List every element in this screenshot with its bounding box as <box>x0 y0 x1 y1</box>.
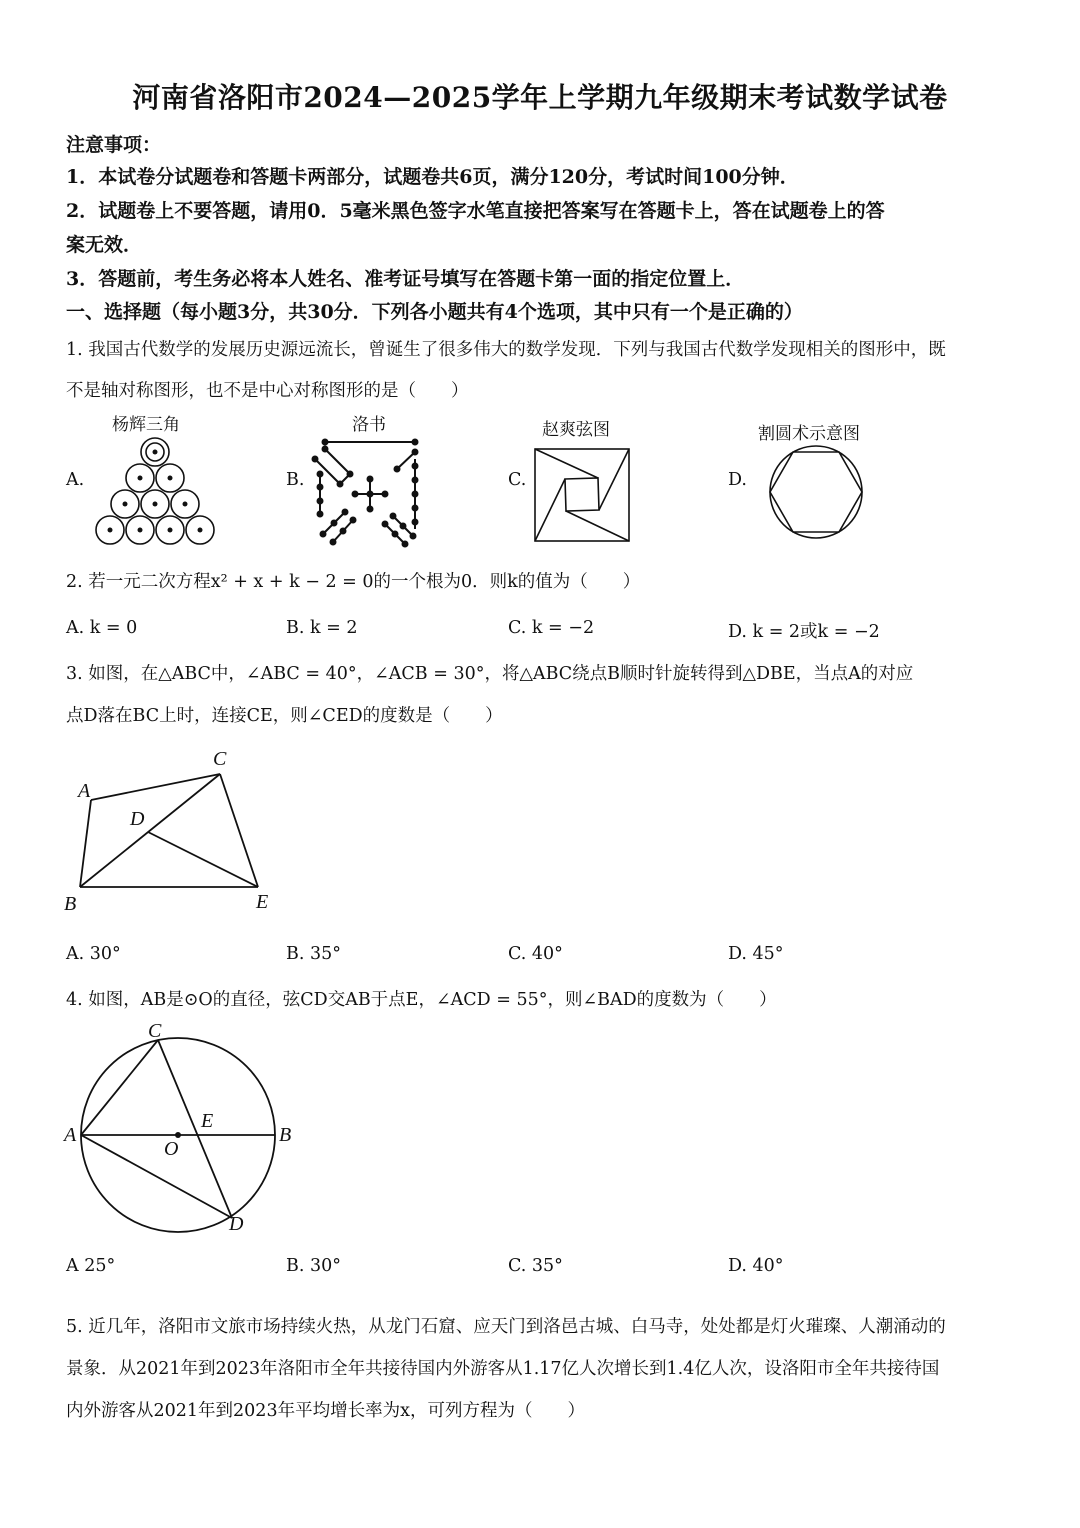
option-c-caption: 赵爽弦图 <box>542 420 610 440</box>
q3-option-a: A. 30° <box>66 944 121 964</box>
question-1-line: 不是轴对称图形，也不是中心对称图形的是（ ） <box>66 381 469 401</box>
q3-option-b: B. 35° <box>286 944 342 964</box>
question-3-line: 3. 如图，在△ABC中，∠ABC = 40°，∠ACB = 30°，将△ABC绕点B顺时针旋转得到△DBE，当点A的对应 <box>66 664 914 684</box>
q3-label-e: E <box>256 891 269 913</box>
yanghui-triangle-figure <box>90 434 220 549</box>
q4-label-a: A <box>64 1124 77 1146</box>
q3-label-d: D <box>130 808 145 830</box>
option-a-letter: A. <box>66 470 85 490</box>
q4-label-b: B <box>279 1124 292 1146</box>
notice-item: 1．本试卷分试题卷和答题卡两部分，试题卷共6页，满分120分，考试时间100分钟． <box>66 166 799 188</box>
q3-option-c: C. 40° <box>508 944 563 964</box>
q4-label-o: O <box>164 1138 179 1160</box>
q3-label-c: C <box>213 748 227 770</box>
section-heading: 一、选择题（每小题3分，共30分．下列各小题共有4个选项，其中只有一个是正确的） <box>66 301 803 323</box>
question-2-stem: 2. 若一元二次方程x² + x + k − 2 = 0的一个根为0．则k的值为（ ） <box>66 572 641 592</box>
luoshu-figure <box>305 434 430 549</box>
q3-label-a: A <box>78 780 91 802</box>
page-title: 河南省洛阳市2024—2025学年上学期九年级期末考试数学试卷 <box>132 81 948 114</box>
notice-item: 案无效． <box>66 234 143 256</box>
question-5-line: 5. 近几年，洛阳市文旅市场持续火热，从龙门石窟、应天门到洛邑古城、白马寺，处处都是灯火璀璨、人潮涌动的 <box>66 1317 946 1337</box>
notice-heading: 注意事项： <box>66 134 162 156</box>
notice-item: 3．答题前，考生务必将本人姓名、准考证号填写在答题卡第一面的指定位置上． <box>66 268 745 290</box>
q4-option-c: C. 35° <box>508 1256 563 1276</box>
question-4-stem: 4. 如图，AB是⊙O的直径，弦CD交AB于点E，∠ACD = 55°，则∠BAD的度数为（ ） <box>66 990 777 1010</box>
question-1-line: 1. 我国古代数学的发展历史源远流长，曾诞生了很多伟大的数学发现．下列与我国古代数学发现相关的图形中，既 <box>66 340 946 360</box>
notice-item: 2．试题卷上不要答题，请用0．5毫米黑色签字水笔直接把答案写在答题卡上，答在试题卷上的答 <box>66 200 885 222</box>
zhaoshuang-figure <box>534 448 630 542</box>
q4-circle-figure <box>60 1020 300 1240</box>
q2-option-c: C. k = −2 <box>508 618 595 638</box>
q4-label-c: C <box>148 1020 162 1042</box>
q2-option-a: A. k = 0 <box>66 618 138 638</box>
option-d-letter: D. <box>728 470 747 490</box>
circle-hexagon-figure <box>768 444 864 540</box>
q2-option-b: B. k = 2 <box>286 618 358 638</box>
q4-option-d: D. 40° <box>728 1256 784 1276</box>
q4-option-b: B. 30° <box>286 1256 342 1276</box>
q4-label-d: D <box>229 1213 244 1235</box>
option-d-caption: 割圆术示意图 <box>758 424 860 444</box>
q4-label-e: E <box>201 1110 214 1132</box>
question-5-line: 内外游客从2021年到2023年平均增长率为x，可列方程为（ ） <box>66 1401 585 1421</box>
q3-label-b: B <box>64 893 77 915</box>
option-b-caption: 洛书 <box>352 415 386 435</box>
question-5-line: 景象．从2021年到2023年洛阳市全年共接待国内外游客从1.17亿人次增长到1.4亿人次，设洛阳市全年共接待国 <box>66 1359 940 1379</box>
q4-option-a: A 25° <box>66 1256 116 1276</box>
option-a-caption: 杨辉三角 <box>112 415 180 435</box>
option-c-letter: C. <box>508 470 527 490</box>
q3-option-d: D. 45° <box>728 944 784 964</box>
option-b-letter: B. <box>286 470 305 490</box>
question-3-line: 点D落在BC上时，连接CE，则∠CED的度数是（ ） <box>66 706 503 726</box>
q2-option-d: D. k = 2或k = −2 <box>728 622 880 642</box>
